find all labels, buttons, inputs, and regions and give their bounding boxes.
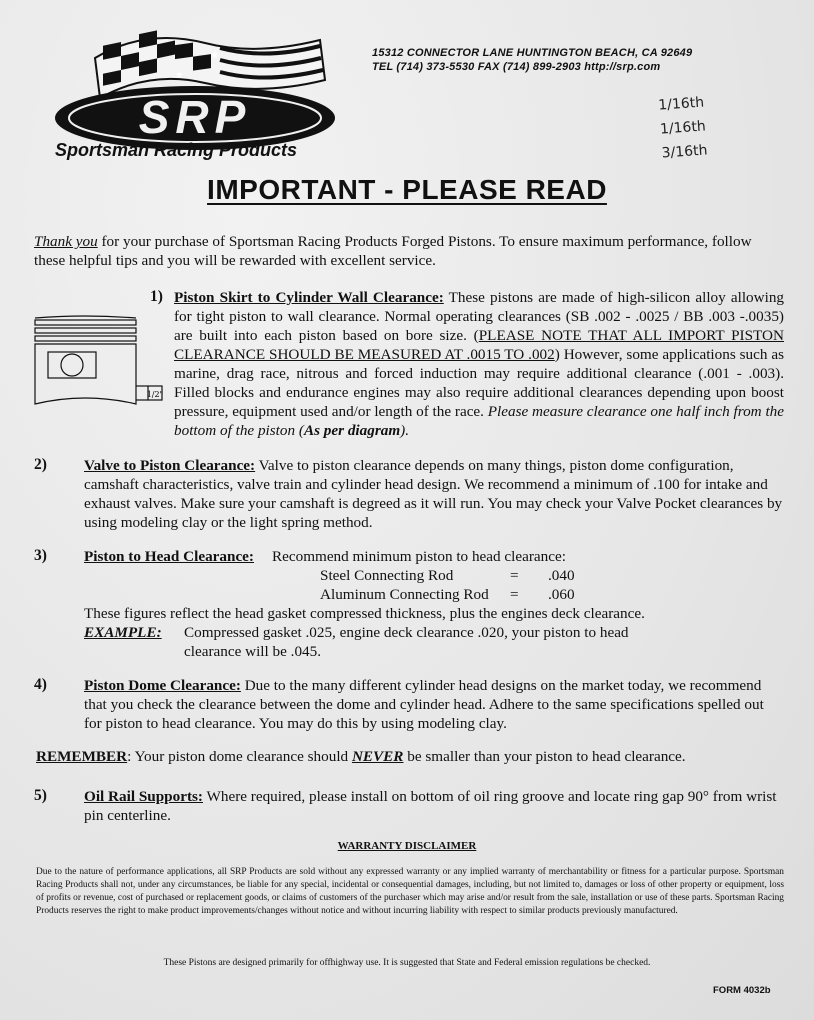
item-dome-clearance bbox=[84, 676, 784, 733]
item-heading: Piston Skirt to Cylinder Wall Clearance: bbox=[174, 289, 444, 306]
logo-text: SRP bbox=[138, 91, 252, 143]
item-heading: Piston to Head Clearance: bbox=[84, 548, 254, 565]
never-text: NEVER bbox=[351, 748, 404, 765]
form-number: FORM 4032b bbox=[713, 985, 771, 996]
measure-note-bold: As per diagram bbox=[303, 422, 401, 439]
rod-value: .040 bbox=[548, 567, 575, 584]
rod-row bbox=[320, 585, 784, 604]
item-text: These figures reflect the head gasket compressed thickness, plus the engines deck clearance. bbox=[84, 605, 645, 622]
item-text: Valve to piston clearance depends on many things, piston dome configuration, camshaft characteristics, valve train and cylinder head design. We recommend a minimum of .100 for intake and exhaust valves. Make sure your camshaft is degreed as it will run. You may check your Valve Pocket clearances by using modeling clay or the light spring method. bbox=[84, 457, 783, 531]
item-text: Recommend minimum piston to head clearance: bbox=[271, 548, 566, 565]
item-number: 1) bbox=[150, 288, 163, 305]
thank-you-text: Thank you bbox=[34, 233, 98, 250]
handwritten-note: 3/16th bbox=[661, 142, 708, 162]
item-text: ) However, some applications such as marine, drag race, nitrous and forced induction may require additional clearance (.001 - .003). Filled blocks and endurance engines may also require additional clearances depending upon boost pressure, equipment used and/or length of the race. bbox=[174, 346, 785, 420]
item-heading: Oil Rail Supports: bbox=[84, 788, 203, 805]
company-address bbox=[372, 46, 692, 74]
rod-eq: = bbox=[510, 567, 519, 584]
item-heading: Valve to Piston Clearance: bbox=[84, 457, 256, 474]
svg-text:★: ★ bbox=[175, 70, 184, 81]
rod-label: Aluminum Connecting Rod bbox=[320, 586, 489, 603]
company-tagline: Sportsman Racing Products bbox=[55, 140, 298, 160]
item-text: Due to the many different cylinder head designs on the market today, we recommend that you check the clearance between the dome and cylinder head. Adhere to the same specifications spelled out for piston to head clearance. You may do this by using modeling clay. bbox=[84, 677, 764, 732]
item-text: Where required, please install on bottom of oil ring groove and locate ring gap 90° from wrist pin centerline. bbox=[84, 788, 777, 824]
item-number: 4) bbox=[34, 676, 47, 693]
handwritten-notes bbox=[658, 90, 709, 165]
diagram-label: 1/2" bbox=[146, 390, 164, 399]
emissions-note: These Pistons are designed primarily for offhighway use. It is suggested that State and Federal emission regulations be checked. bbox=[163, 958, 651, 968]
example-text: Compressed gasket .025, engine deck clearance .020, your piston to head clearance will be .045. bbox=[184, 624, 629, 660]
item-piston-skirt bbox=[174, 288, 784, 440]
rod-value: .060 bbox=[548, 586, 575, 603]
item-oil-rail bbox=[84, 787, 784, 825]
contact-line: TEL (714) 373-5530 FAX (714) 899-2903 http://srp.com bbox=[372, 61, 661, 73]
rod-label: Steel Connecting Rod bbox=[320, 567, 454, 584]
intro-text: for your purchase of Sportsman Racing Products Forged Pistons. To ensure maximum performance, follow these helpful tips and you will be rewarded with excellent service. bbox=[34, 233, 752, 269]
remember-note bbox=[36, 747, 686, 766]
piston-diagram bbox=[30, 300, 180, 412]
item-text: These pistons are made of high-silicon alloy allowing for tight piston to wall clearance. Normal operating clearances (SB .002 - .0025 / BB .003 -.0035) are built into each piston based on bore size. ( bbox=[174, 289, 785, 344]
item-valve-clearance bbox=[84, 456, 784, 532]
handwritten-note: 1/16th bbox=[657, 94, 705, 114]
import-note: PLEASE NOTE THAT ALL IMPORT PISTON CLEARANCE SHOULD BE MEASURED AT .0015 TO .002 bbox=[174, 327, 784, 363]
intro-paragraph bbox=[34, 232, 784, 270]
measure-note: Please measure clearance one half inch from the bottom of the piston ( bbox=[174, 403, 784, 439]
remember-text: : Your piston dome clearance should bbox=[127, 748, 352, 765]
page-title: IMPORTANT - PLEASE READ bbox=[207, 174, 607, 205]
measure-note-end: ). bbox=[400, 422, 409, 439]
svg-text:★: ★ bbox=[210, 50, 219, 61]
item-head-clearance bbox=[84, 547, 784, 661]
item-number: 3) bbox=[34, 547, 47, 564]
item-number: 5) bbox=[34, 787, 47, 804]
item-heading: Piston Dome Clearance: bbox=[84, 677, 241, 694]
remember-label: REMEMBER bbox=[36, 748, 128, 765]
address-line: 15312 CONNECTOR LANE HUNTINGTON BEACH, CA 92649 bbox=[372, 47, 693, 59]
example-label: EXAMPLE: bbox=[84, 624, 162, 641]
item-number: 2) bbox=[34, 456, 47, 473]
example-row bbox=[84, 623, 784, 661]
handwritten-note: 1/16th bbox=[659, 118, 707, 138]
remember-text: be smaller than your piston to head clearance. bbox=[403, 748, 686, 765]
rod-eq: = bbox=[510, 586, 519, 603]
warranty-text: Due to the nature of performance applications, all SRP Products are sold without any expressed warranty or any implied warranty of merchantability or fitness for a particular purpose. Sportsman Racing Products shall not, under any circumstances, be liable for any special, incidental or consequential damages, including, but not limited to, damages or loss of other property or equipment, loss of profits or revenue, cost of purchased or replacement goods, or claims of customers of the purchaser which may arise and/or result from the sale, installation or use of these parts. Sportsman Racing Products reserves the right to make product improvements/changes without notice and without incurring liability with respect to similar products previously manufactured. bbox=[36, 867, 784, 916]
warranty-title: WARRANTY DISCLAIMER bbox=[337, 840, 477, 852]
rod-row bbox=[320, 566, 784, 585]
